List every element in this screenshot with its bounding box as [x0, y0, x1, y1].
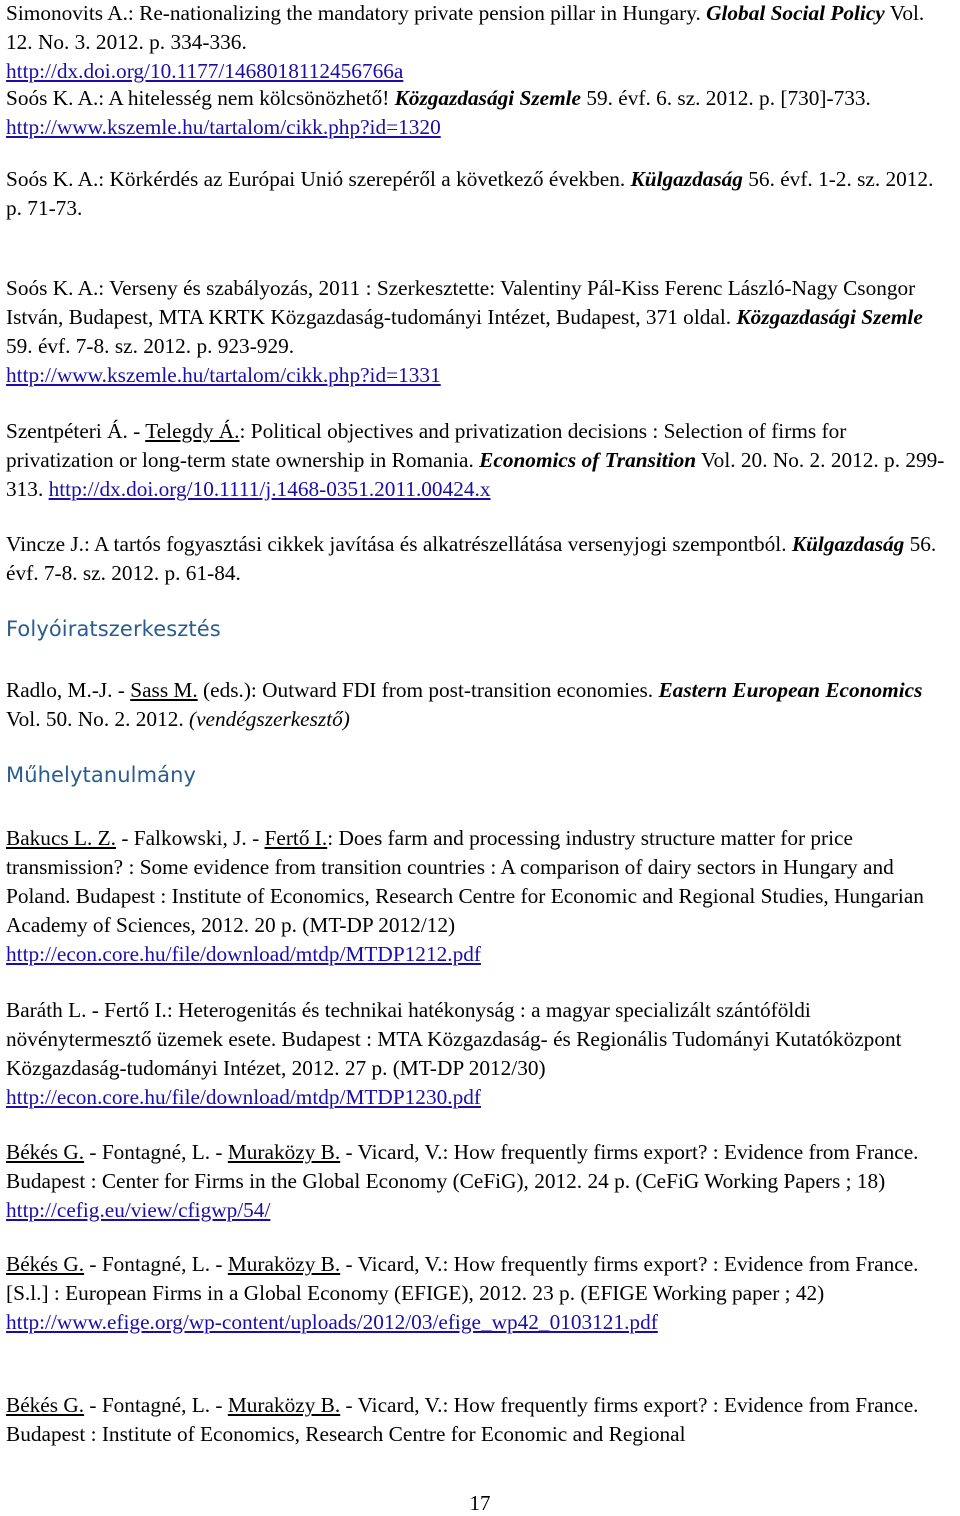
reference-bekes-3: [6, 1391, 954, 1449]
author: - Fontagné, L. -: [84, 1140, 228, 1164]
reference-simonovits: [6, 0, 954, 86]
ref-text: 56. évf. 7-8. sz. 2012. p. 61-84.: [6, 532, 937, 585]
page-number: 17: [469, 1491, 491, 1515]
author: - Falkowski, J. -: [116, 826, 265, 850]
author: Szentpéteri Á. -: [6, 419, 146, 443]
ref-text: Soós K. A.: Körkérdés az Európai Unió szerepéről a következő években.: [6, 167, 631, 191]
pdf-link[interactable]: http://econ.core.hu/file/download/mtdp/MTDP1230.pdf: [6, 1084, 481, 1109]
author: Radlo, M.-J. -: [6, 678, 131, 702]
ref-text: - Vicard, V.: How frequently firms export? : Evidence from France. [S.l.] : European Firms in a Global Economy (EFIGE), 2012. 23 p. (EFIGE Working paper ; 42): [6, 1252, 919, 1305]
journal-title: Economics of Transition: [479, 447, 697, 472]
journal-title: Közgazdasági Szemle: [394, 86, 582, 110]
section-heading-workshop-studies: Műhelytanulmány: [6, 763, 197, 787]
journal-title: Külgazdaság: [630, 167, 743, 191]
doi-link[interactable]: http://dx.doi.org/10.1111/j.1468-0351.2011.00424.x: [48, 476, 491, 501]
reference-barath: [6, 996, 954, 1112]
reference-bekes-1: [6, 1138, 954, 1225]
ref-text: Baráth L. - Fertő I.: Heterogenitás és technikai hatékonyság : a magyar specializált szántóföldi növénytermesztő üzemek esete. Budapest : MTA Közgazdaság- és Regionális Tudományi Kutatóközpont Közgazdaság-tudományi Intézet, 2012. 27 p. (MT-DP 2012/30): [6, 998, 902, 1080]
reference-bekes-2: [6, 1250, 954, 1337]
author: - Fontagné, L. -: [84, 1393, 228, 1417]
ref-text: - Vicard, V.: How frequently firms export? : Evidence from France. Budapest : Institute of Economics, Research Centre for Economic and Regional: [6, 1393, 919, 1446]
ref-text: (eds.): Outward FDI from post-transition economies.: [197, 678, 659, 702]
cefig-link[interactable]: http://cefig.eu/view/cfigwp/54/: [6, 1197, 271, 1222]
reference-radlo: [6, 676, 954, 734]
ref-text: 59. évf. 6. sz. 2012. p. [730]-733.: [581, 86, 871, 110]
ref-text: Soós K. A.: Verseny és szabályozás, 2011 : Szerkesztette: Valentiny Pál-Kiss Ferenc László-Nagy Csongor István, Budapest, MTA KRTK Közgazdaság-tudományi Intézet, Budapest, 371 oldal.: [6, 276, 916, 329]
author-link[interactable]: Muraközy B.: [227, 1140, 341, 1164]
ref-text: Soós K. A.: A hitelesség nem kölcsönözhető!: [6, 86, 395, 110]
author-link[interactable]: Bakucs L. Z.: [6, 826, 117, 850]
doi-link[interactable]: http://dx.doi.org/10.1177/1468018112456766a: [6, 58, 404, 83]
journal-title: Eastern European Economics: [658, 678, 923, 702]
ref-text: Simonovits A.: Re-nationalizing the mandatory private pension pillar in Hungary.: [6, 1, 707, 25]
ref-text: : Does farm and processing industry structure matter for price transmission? : Some evidence from transition countries : A comparison of dairy sectors in Hungary and Poland. Budapest : Institute of Economics, Research Centre for Economic and Regional Studies, Hungarian Academy of Sciences, 2012. 20 p. (MT-DP 2012/12): [6, 826, 924, 937]
ref-text: Vol. 20. No. 2. 2012. p. 299-313.: [6, 447, 945, 501]
kszemle-link[interactable]: http://www.kszemle.hu/tartalom/cikk.php?id=1331: [6, 362, 441, 387]
reference-bakucs: [6, 824, 954, 969]
author-link[interactable]: Békés G.: [6, 1393, 85, 1417]
ref-text: Vol. 12. No. 3. 2012. p. 334-336.: [6, 1, 925, 54]
reference-soos-3: [6, 274, 954, 390]
ref-text: 59. évf. 7-8. sz. 2012. p. 923-929.: [6, 333, 295, 358]
reference-soos-2: [6, 165, 954, 223]
ref-text: Vol. 50. No. 2. 2012.: [6, 706, 190, 731]
reference-szentpeteri: [6, 417, 954, 504]
author-link[interactable]: Békés G.: [6, 1252, 85, 1276]
section-heading-journal-editing: Folyóiratszerkesztés: [6, 617, 221, 641]
journal-title: Közgazdasági Szemle: [736, 304, 923, 329]
pdf-link[interactable]: http://econ.core.hu/file/download/mtdp/MTDP1212.pdf: [6, 941, 481, 966]
efige-link[interactable]: http://www.efige.org/wp-content/uploads/2012/03/efige_wp42_0103121.pdf: [6, 1309, 658, 1334]
author-link[interactable]: Telegdy Á.: [145, 419, 240, 443]
author-link[interactable]: Fertő I.: [264, 826, 328, 850]
author-link[interactable]: Muraközy B.: [227, 1252, 341, 1276]
reference-vincze: [6, 530, 954, 588]
reference-soos-1: [6, 84, 954, 142]
author: - Fontagné, L. -: [84, 1252, 228, 1276]
author-link[interactable]: Sass M.: [130, 678, 198, 702]
ref-text: Vincze J.: A tartós fogyasztási cikkek javítása és alkatrészellátása versenyjogi szempontból.: [6, 532, 792, 556]
author-link[interactable]: Muraközy B.: [227, 1393, 341, 1417]
ref-text: - Vicard, V.: How frequently firms export? : Evidence from France. Budapest : Center for Firms in the Global Economy (CeFiG), 2012. 24 p. (CeFiG Working Papers ; 18): [6, 1140, 919, 1193]
author-link[interactable]: Békés G.: [6, 1140, 85, 1164]
ref-text: 56. évf. 1-2. sz. 2012. p. 71-73.: [6, 167, 934, 220]
ref-text: : Political objectives and privatization decisions : Selection of firms for privatization or long-term state ownership in Romania.: [6, 419, 847, 472]
kszemle-link[interactable]: http://www.kszemle.hu/tartalom/cikk.php?id=1320: [6, 114, 441, 139]
guest-editor-note: (vendégszerkesztő): [189, 706, 350, 731]
journal-title: Global Social Policy: [706, 1, 885, 25]
journal-title: Külgazdaság: [791, 532, 905, 556]
